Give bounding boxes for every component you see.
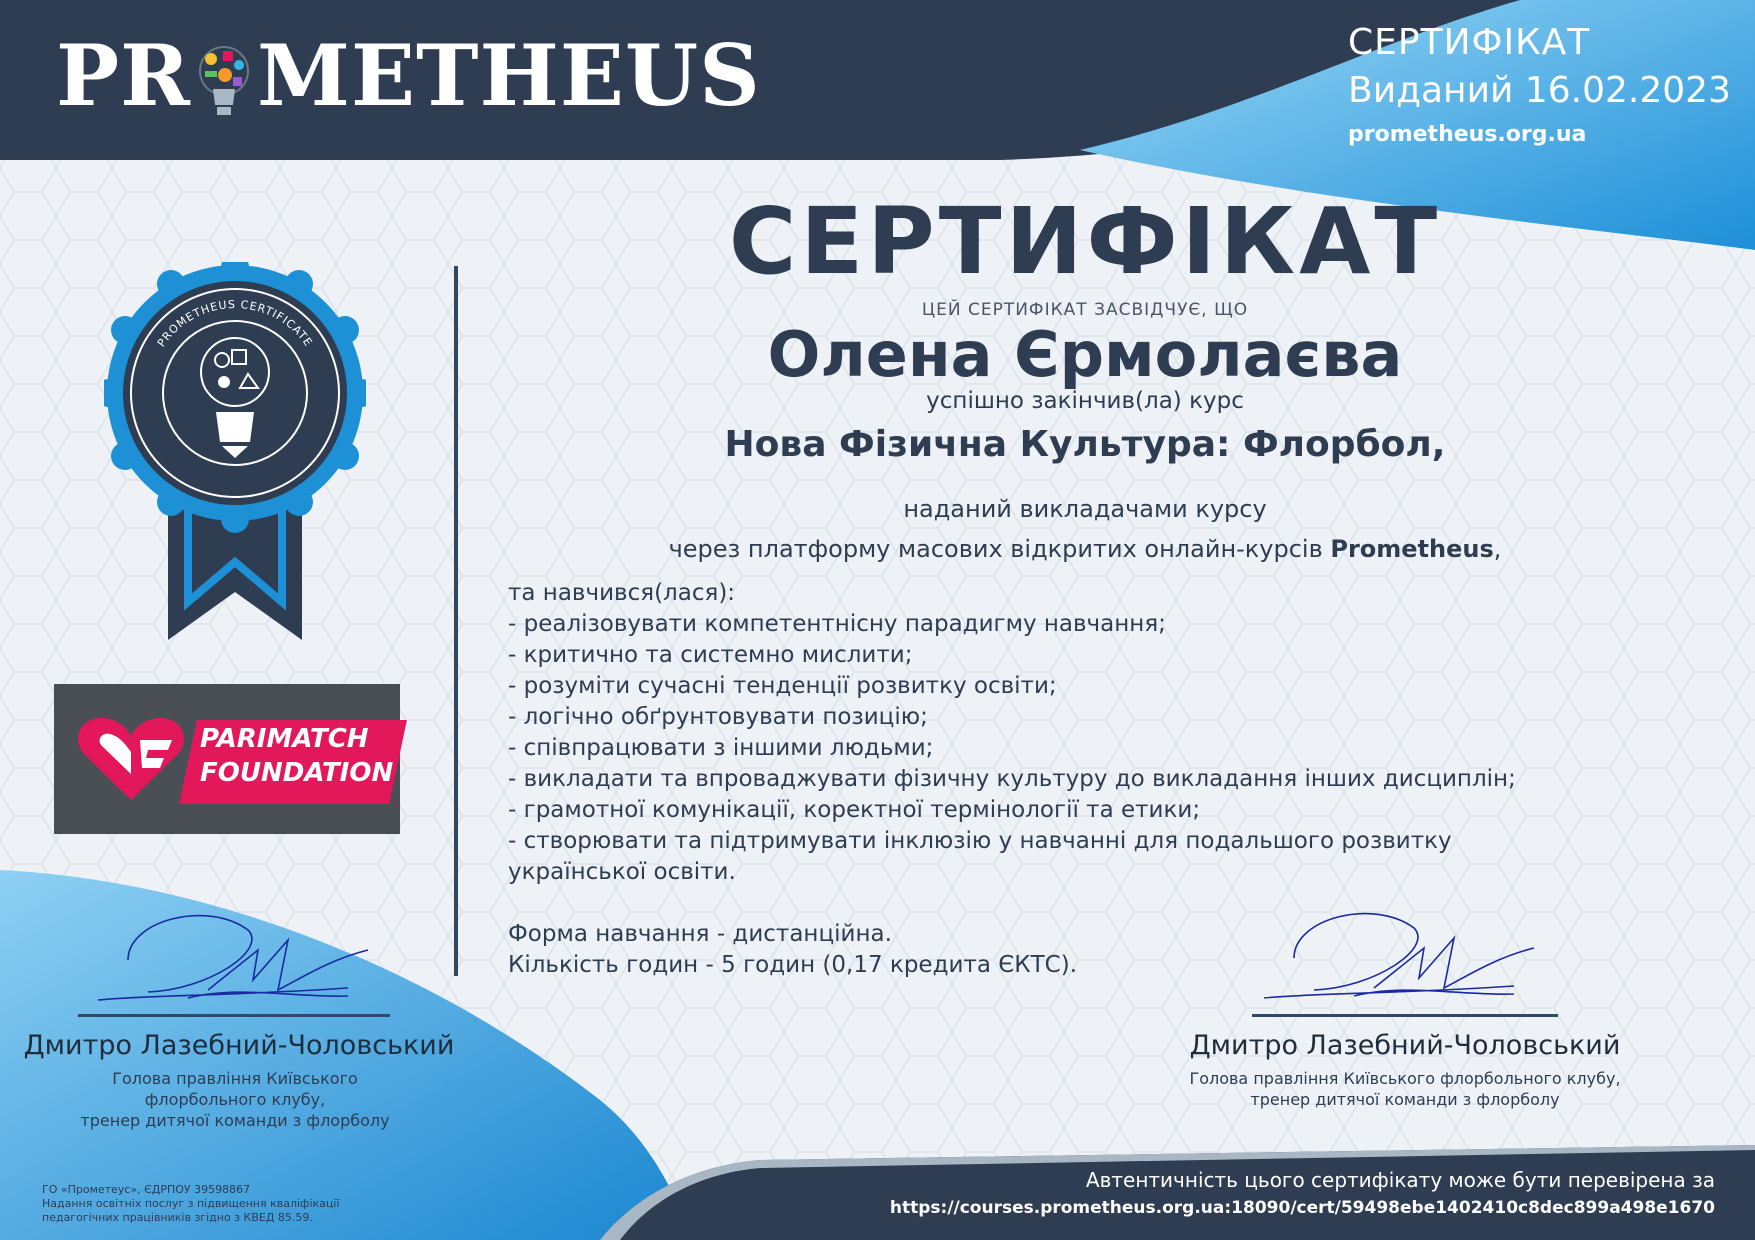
verify-url-link[interactable]: https://courses.prometheus.org.ua:18090/cert/59498ebe1402410c8dec899a498e1670 (889, 1198, 1715, 1218)
prometheus-logo (56, 26, 761, 126)
legal-line: педагогічних працівників згідно з КВЕД 85.59. (42, 1211, 313, 1224)
legal-line: Надання освітніх послуг з підвищення кваліфікації (42, 1197, 340, 1210)
skill-item: - розуміти сучасні тенденції розвитку освіти; (508, 673, 1057, 699)
header-certificate-label: СЕРТИФІКАТ (1348, 22, 1591, 63)
skill-item: - логічно обґрунтовувати позицію; (508, 704, 928, 730)
signatory-name-left: Дмитро Лазебний-Чоловський (23, 1030, 455, 1061)
provided-by-line: наданий викладачами курсу (903, 495, 1267, 523)
certificate-badge (104, 262, 366, 642)
study-hours: Кількість годин - 5 годин (0,17 кредита ЄКТС). (508, 952, 1078, 978)
heart-logo-icon (76, 714, 186, 804)
sponsor-name-line2: FOUNDATION (200, 758, 394, 788)
signatory-role-right (1130, 1068, 1680, 1110)
course-title: Нова Фізична Культура: Флорбол, (724, 424, 1446, 465)
signatory-role-line: Голова правління Київського (112, 1069, 358, 1088)
study-form: Форма навчання - дистанційна. (508, 921, 892, 947)
recipient-name: Олена Єрмолаєва (767, 318, 1403, 391)
learned-intro: та навчився(лася): (508, 580, 736, 606)
signatory-role-line: тренер дитячої команди з флорболу (80, 1111, 390, 1130)
signatory-role-left (40, 1068, 430, 1131)
platform-suffix: , (1493, 535, 1502, 563)
header-site-link[interactable]: prometheus.org.ua (1348, 122, 1587, 147)
header-issue-date: Виданий 16.02.2023 (1348, 70, 1731, 111)
platform-prefix: через платформу масових відкритих онлайн-курсів (668, 535, 1331, 563)
signatory-name-right: Дмитро Лазебний-Чоловський (1189, 1030, 1621, 1061)
verify-text: Автентичність цього сертифікату може бути перевірена за (1085, 1168, 1715, 1192)
skill-item: - реалізовувати компетентнісну парадигму навчання; (508, 611, 1166, 637)
lightbulb-logo-icon (193, 43, 255, 123)
skill-item: - створювати та підтримувати інклюзію у навчанні для подальшого розвитку (508, 828, 1452, 854)
skill-item: - співпрацювати з іншими людьми; (508, 735, 934, 761)
logo-text-left: PR (56, 26, 191, 125)
signatory-role-line: флорбольного клубу, (144, 1090, 326, 1109)
skill-item: - грамотної комунікації, коректної термінології та етики; (508, 797, 1201, 823)
platform-name: Prometheus (1330, 535, 1494, 563)
signature-right (1254, 898, 1554, 1008)
completed-line: успішно закінчив(ла) курс (926, 388, 1244, 414)
signature-left (88, 900, 388, 1010)
skill-item: - критично та системно мислити; (508, 642, 913, 668)
badge-ring-text: PROMETHEUS CERTIFICATE (154, 297, 316, 350)
skill-item: української освіти. (508, 859, 736, 885)
signatory-role-line: Голова правління Київського флорбольного клубу, (1189, 1069, 1621, 1088)
sponsor-name-line1: PARIMATCH (200, 724, 369, 754)
legal-line: ГО «Прометеус», ЄДРПОУ 39598867 (42, 1183, 251, 1196)
skill-item: - викладати та впроваджувати фізичну культуру до викладання інших дисциплін; (508, 766, 1516, 792)
platform-line (500, 535, 1670, 563)
certificate-title: СЕРТИФІКАТ (728, 188, 1442, 295)
attests-line: ЦЕЙ СЕРТИФІКАТ ЗАСВІДЧУЄ, ЩО (921, 300, 1249, 320)
legal-info (42, 1183, 339, 1225)
logo-text-right: METHEUS (256, 26, 761, 125)
sponsor-logo (54, 684, 400, 834)
signatory-role-line: тренер дитячої команди з флорболу (1250, 1090, 1560, 1109)
